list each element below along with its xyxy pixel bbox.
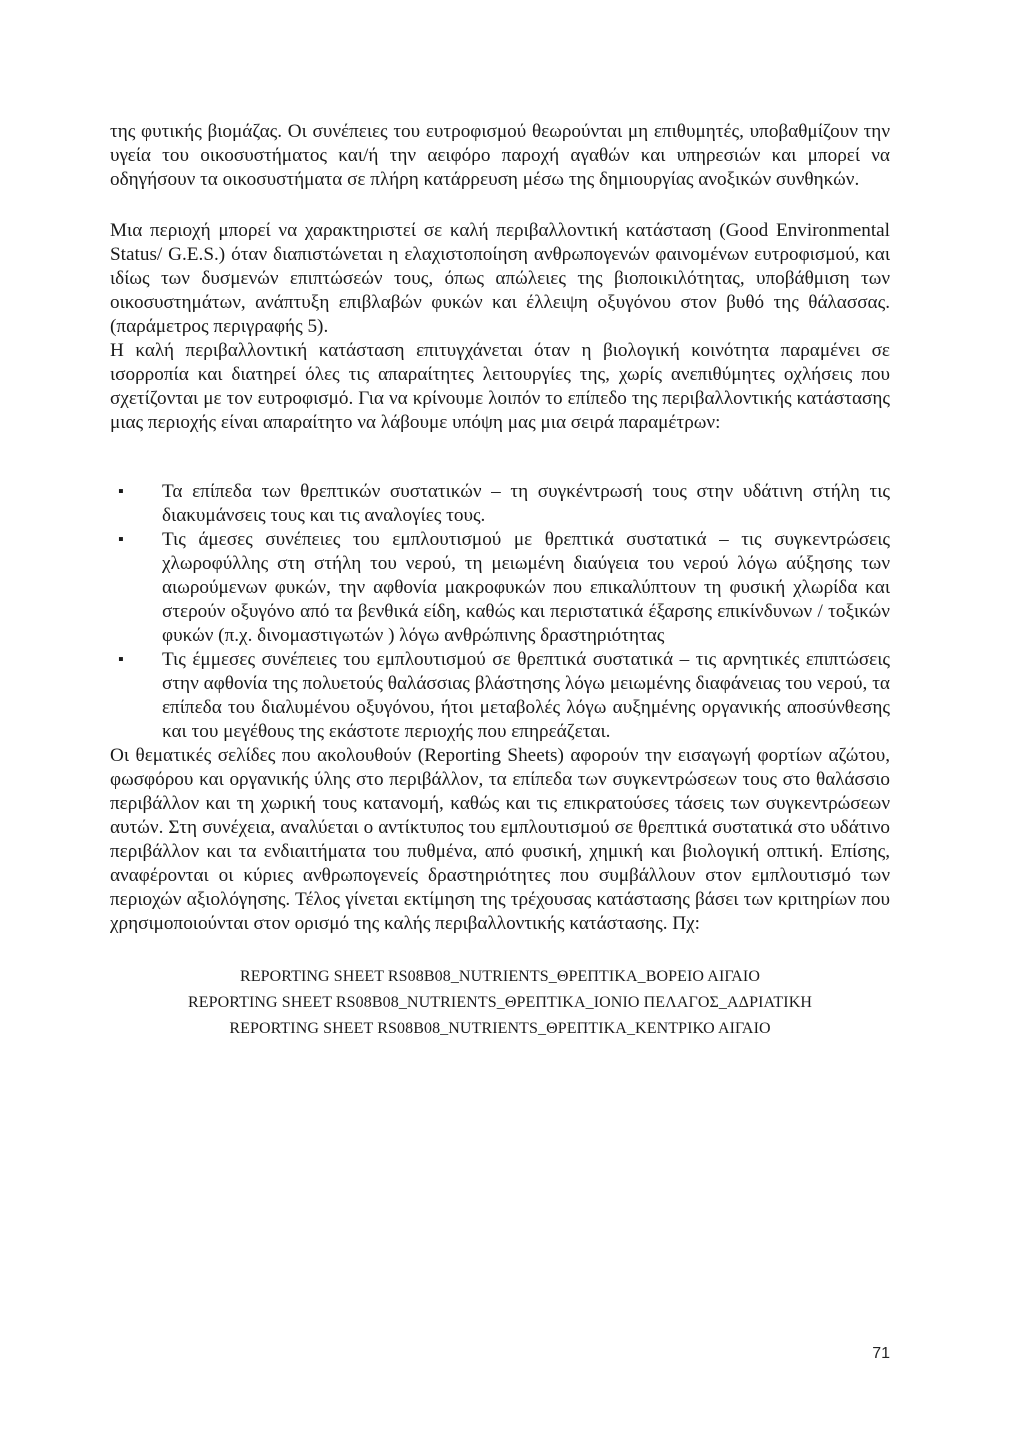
list-item-text: Τις έμμεσες συνέπειες του εμπλουτισμού σε θρεπτικά συστατικά – τις αρνητικές επιπτώσεις στην αφθονία της πολυετούς θαλάσσιας βλάστησης λόγω μειωμένης διαφάνειας του νερού, τα επίπεδα του διαλυμένου οξυγόνου, ήτοι μεταβολές λόγω αυξημένης οργανικής αποσύνθεσης και του μεγέθους της εκάστοτε περιοχής που επηρεάζεται. [162, 649, 890, 742]
parameters-list [110, 480, 890, 744]
document-page [110, 120, 890, 1042]
square-bullet-icon: ▪ [118, 483, 124, 500]
paragraph-reporting-sheets: Οι θεματικές σελίδες που ακολουθούν (Reporting Sheets) αφορούν την εισαγωγή φορτίων αζώτου, φωσφόρου και οργανικής ύλης στο περιβάλλον, τα επίπεδα των συγκεντρώσεων τους στο θαλάσσιο περιβάλλον και τη χωρική τους κατανομή, καθώς και τις επικρατούσες τάσεις των συγκεντρώσεων αυτών. Στη συνέχεια, αναλύεται ο αντίκτυπος του εμπλουτισμού σε θρεπτικά συστατικά στο υδάτινο περιβάλλον και τα ενδιαιτήματα του πυθμένα, από φυσική, χημική και βιολογική οπτική. Επίσης, αναφέρονται οι κύριες ανθρωπογενείς δραστηριότητες που συμβάλλουν στον εμπλουτισμό των περιοχών αξιολόγησης. Τέλος γίνεται εκτίμηση της τρέχουσας κατάστασης βάσει των κριτηρίων που χρησιμοποιούνται στον ορισμό της καλής περιβαλλοντικής κατάστασης. Πχ: [110, 745, 890, 934]
list-item [110, 648, 890, 744]
reporting-sheet-central-aegean: REPORTING SHEET RS08B08_NUTRIENTS_ΘΡΕΠΤΙΚΑ_ΚΕΝΤΡΙΚΟ ΑΙΓΑΙΟ [229, 1020, 771, 1037]
paragraph-eutrophication-consequences: της φυτικής βιομάζας. Οι συνέπειες του ευτροφισμού θεωρούνται μη επιθυμητές, υποβαθμίζουν την υγεία του οικοσυστήματος και/ή την αειφόρο παροχή αγαθών και υπηρεσιών και μπορεί να οδηγήσουν τα οικοσυστήματα σε πλήρη κατάρρευση μέσω της δημιουργίας ανοξικών συνθηκών. [110, 121, 890, 190]
paragraph-parameters-intro: Η καλή περιβαλλοντική κατάσταση επιτυγχάνεται όταν η βιολογική κοινότητα παραμένει σε ισορροπία και διατηρεί όλες τις απαραίτητες λειτουργίες της, χωρίς ανεπιθύμητες οχλήσεις που σχετίζονται με τον ευτροφισμό. Για να κρίνουμε λοιπόν το επίπεδο της περιβαλλοντικής κατάστασης μιας περιοχής είναι απαραίτητο να λάβουμε υπόψη μας μια σειρά παραμέτρων: [110, 340, 890, 433]
list-item [110, 480, 890, 528]
square-bullet-icon: ▪ [118, 651, 124, 668]
page-number: 71 [872, 1345, 890, 1362]
list-item-text: Τις άμεσες συνέπειες του εμπλουτισμού με θρεπτικά συστατικά – τις συγκεντρώσεις χλωροφύλλης στη στήλη του νερού, τη μειωμένη διαύγεια του νερού λόγω αύξησης των αιωρούμενων φυκών, την αφθονία μακροφυκών που επικαλύπτουν τη φυσική χλωρίδα και στερούν οξυγόνο από τα βενθικά είδη, καθώς και περιστατικά έξαρσης επικίνδυνων / τοξικών φυκών (π.χ. δινομαστιγωτών ) λόγω ανθρώπινης δραστηριότητας [162, 529, 890, 646]
reporting-sheet-north-aegean: REPORTING SHEET RS08B08_NUTRIENTS_ΘΡΕΠΤΙΚΑ_ΒΟΡΕΙΟ ΑΙΓΑΙΟ [239, 968, 760, 985]
list-item [110, 528, 890, 648]
reporting-sheet-ionian-adriatic: REPORTING SHEET RS08B08_NUTRIENTS_ΘΡΕΠΤΙΚΑ_ΙΟΝΙΟ ΠΕΛΑΓΟΣ_ΑΔΡΙΑΤΙΚΗ [187, 994, 813, 1011]
paragraph-good-environmental-status: Μια περιοχή μπορεί να χαρακτηριστεί σε καλή περιβαλλοντική κατάσταση (Good Environmental Status/ G.E.S.) όταν διαπιστώνεται η ελαχιστοποίηση ανθρωπογενών φαινομένων ευτροφισμού, και ιδίως των δυσμενών επιπτώσεών τους, όπως απώλειες της βιοποικιλότητας, υποβάθμιση των οικοσυστημάτων, ανάπτυξη επιβλαβών φυκών και έλλειψη οξυγόνου στον βυθό της θάλασσας. (παράμετρος περιγραφής 5). [110, 220, 890, 337]
reporting-sheet-list [110, 964, 890, 1042]
list-item-text: Τα επίπεδα των θρεπτικών συστατικών – τη συγκέντρωσή τους στην υδάτινη στήλη τις διακυμάνσεις τους και τις αναλογίες τους. [162, 481, 890, 526]
square-bullet-icon: ▪ [118, 531, 124, 548]
